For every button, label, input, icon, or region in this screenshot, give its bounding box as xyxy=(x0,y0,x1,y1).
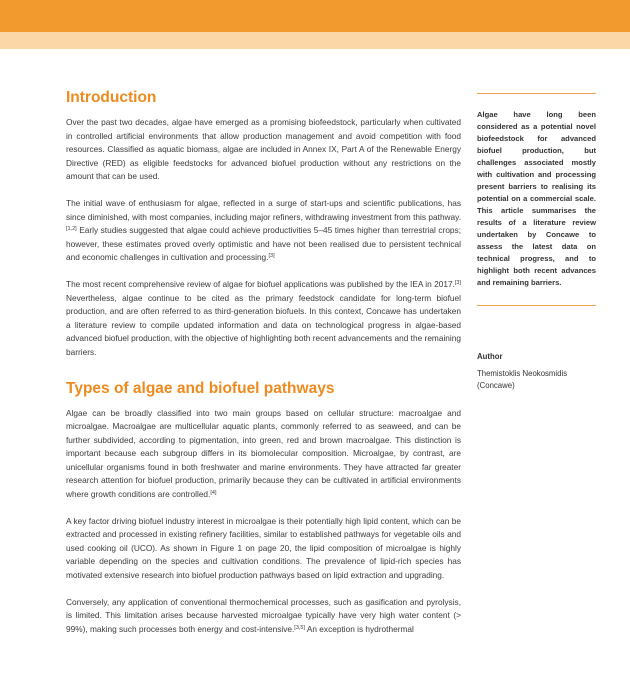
types-paragraph-3: Conversely, any application of conventional thermochemical processes, such as gasification and pyrolysis, is limited. This limitation arises because harvested microalgae typically have very high water content (> 99%), making such processes both energy and cost-intensive.[3,5] An exception is hydrothermal xyxy=(66,596,461,634)
citation: [4] xyxy=(210,490,217,497)
citation: [1,2] xyxy=(66,226,77,233)
intro-heading: Introduction xyxy=(66,89,157,106)
author-heading: Author xyxy=(477,352,503,361)
intro-paragraph-2: The initial wave of enthusiasm for algae, reflected in a surge of start-ups and scientific publications, has since diminished, with most companies, including major refiners, withdrawing investment from this pathway.[1,2] Early studies suggested that algae could achieve productivities 5–45 times higher than terrestrial crops; however, these estimates proved overly optimistic and have not been realised due to persistent technical and economic challenges in cultivation and processing.[3] xyxy=(66,197,461,263)
author-info xyxy=(477,368,607,392)
citation: [3] xyxy=(268,253,275,260)
sidebar-rule-bottom xyxy=(477,305,596,306)
header-band xyxy=(0,0,630,32)
author-name: Themistoklis Neokosmidis xyxy=(477,369,568,378)
types-heading: Types of algae and biofuel pathways xyxy=(66,379,335,397)
intro-paragraph-3: The most recent comprehensive review of algae for biofuel applications was published by the IEA in 2017.[3] Nevertheless, algae continue to be cited as the primary feedstock candidate for long-term biofuel production, and are often referred to as third-generation biofuels. In this context, Concawe has undertaken a literature review to compile updated information and data on technological progress in algae-based advanced biofuel production, with the objective of highlighting both recent advancements and the remaining barriers. xyxy=(66,278,461,357)
article-summary: Algae have long been considered as a potential novel biofeedstock for advanced biofuel production, but challenges associated mostly with cultivation and processing present barriers to realising its potential on a commercial scale. This article summarises the results of a literature review undertaken by Concawe to assess the latest data on technical progress, and to highlight both recent advances and remaining barriers. xyxy=(477,110,596,287)
types-paragraph-1: Algae can be broadly classified into two main groups based on cellular structure: macroalgae and microalgae. Macroalgae are multicellular aquatic plants, commonly referred to as seaweed, and can be further subdivided, according to pigmentation, into green, red and brown macroalgae. This distinction is important because each subgroup differs in its biomolecular composition. Microalgae, by contrast, are unicellular organisms found in both freshwater and marine environments. They have attracted far greater research attention for biofuel production, primarily because they can be cultivated in artificial environments where growth conditions are controlled.[4] xyxy=(66,407,461,500)
citation: [3] xyxy=(454,279,461,286)
intro-paragraph-1: Over the past two decades, algae have emerged as a promising biofeedstock, particularly when cultivated in controlled artificial environments that allow production management and avoid competition with food resources. Classified as aquatic biomass, algae are included in Annex IX, Part A of the Renewable Energy Directive (RED) as eligible feedstocks for advanced biofuel production without any restrictions on the amount that can be used. xyxy=(66,117,461,182)
main-column xyxy=(66,88,461,636)
citation: [3,5] xyxy=(294,624,305,631)
types-paragraph-2: A key factor driving biofuel industry interest in microalgae is their potentially high lipid content, which can be extracted and processed in existing refinery facilities, similar to established pathways for vegetable oils and used cooking oil (UCO). As shown in Figure 1 on page 20, the lipid composition of microalgae is highly variable depending on the species and cultivation conditions. The prevalence of lipid-rich species has motivated extensive research into biofuel production pathways based on lipid extraction and upgrading. xyxy=(66,515,461,581)
sidebar-rule-top xyxy=(477,93,596,94)
header-band-light xyxy=(0,32,630,49)
author-organisation: (Concawe) xyxy=(477,381,515,390)
